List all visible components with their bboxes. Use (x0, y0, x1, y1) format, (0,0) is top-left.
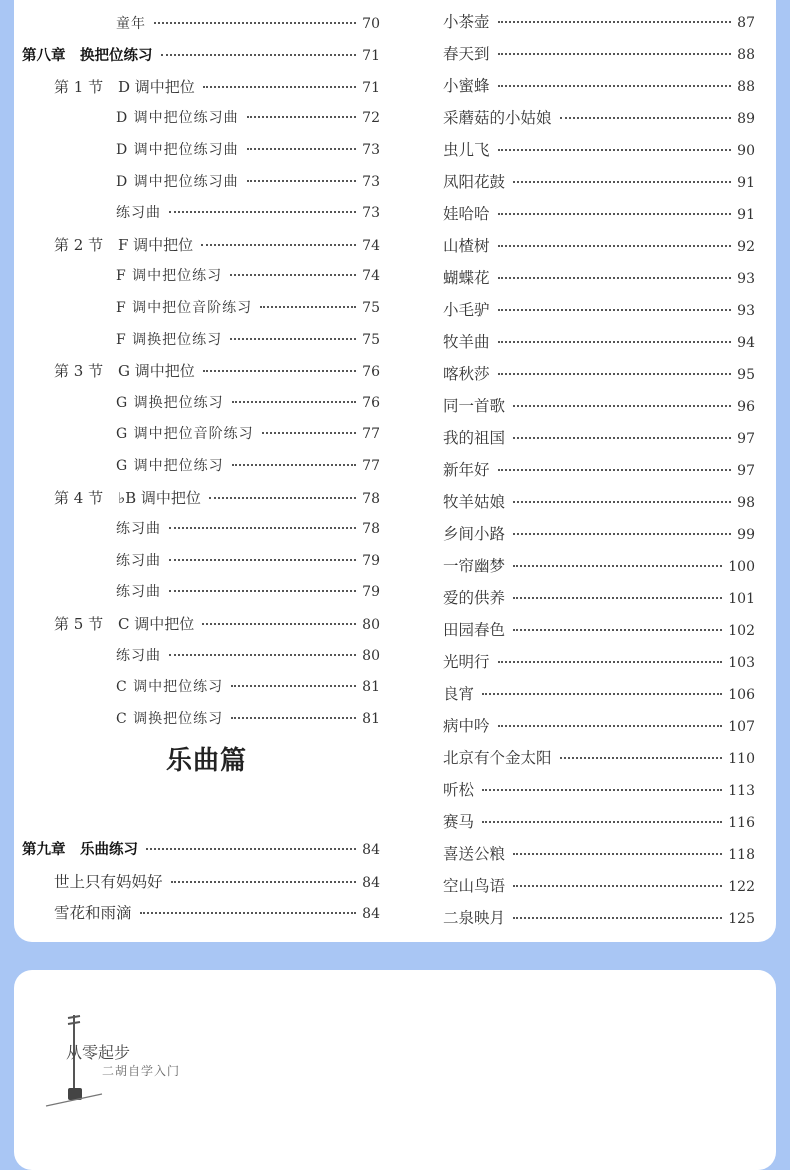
toc-leader-dots (498, 53, 732, 55)
toc-entry-row (443, 842, 755, 864)
toc-page-number: 72 (362, 110, 380, 127)
toc-page-number: 122 (728, 879, 755, 895)
toc-entry-row (116, 423, 380, 443)
toc-chapter-row (22, 838, 380, 859)
toc-section-row (54, 487, 380, 508)
toc-entry-row (443, 522, 755, 544)
toc-entry-title: G 调中把位练习 (116, 458, 224, 474)
toc-page-number: 73 (362, 173, 380, 190)
toc-entry-title: F 调中把位练习 (116, 268, 223, 285)
toc-page-number: 97 (737, 431, 755, 447)
toc-entry-title: 喀秋莎 (443, 365, 490, 383)
toc-entry-title: 空山鸟语 (443, 877, 506, 895)
toc-page-number: 89 (737, 111, 755, 127)
toc-leader-dots (498, 245, 732, 247)
toc-entry-title: 童年 (116, 15, 146, 32)
toc-leader-dots (513, 181, 731, 183)
toc-page-number: 125 (728, 911, 755, 927)
toc-leader-dots (498, 277, 732, 279)
toc-entry-row (116, 392, 380, 412)
toc-entry-title: 同一首歌 (443, 397, 506, 415)
toc-leader-dots (161, 54, 357, 56)
toc-page-number: 107 (728, 719, 755, 735)
toc-entry-row (443, 330, 755, 352)
toc-entry-row (116, 581, 380, 601)
toc-entry-title: D 调中把位练习曲 (116, 142, 239, 158)
toc-entry-title: 世上只有妈妈好 (54, 873, 163, 891)
toc-entry-row (443, 266, 755, 288)
toc-page-number: 97 (737, 463, 755, 479)
toc-page-number: 79 (362, 552, 380, 569)
toc-leader-dots (513, 853, 722, 855)
toc-page-number: 74 (362, 268, 380, 285)
toc-page-number: 87 (737, 15, 755, 31)
toc-leader-dots (201, 244, 356, 246)
cover-subtitle: 二胡自学入门 (102, 1064, 181, 1078)
toc-leader-dots (202, 623, 356, 625)
toc-entry-row (443, 426, 755, 448)
toc-section-number: 第 1 节 (54, 77, 104, 96)
toc-section-row (54, 360, 380, 381)
toc-leader-dots (513, 501, 731, 503)
toc-entry-title: D 调中把位练习曲 (116, 110, 239, 127)
toc-leader-dots (498, 341, 732, 343)
toc-entry-title: 虫儿飞 (443, 141, 490, 159)
toc-page-number: 102 (728, 623, 755, 639)
toc-page-number: 98 (737, 495, 755, 511)
toc-page-number: 116 (728, 815, 755, 831)
toc-entry-row (443, 490, 755, 512)
toc-entry-row (116, 171, 380, 191)
toc-entry-row (443, 298, 755, 320)
toc-page-number: 106 (728, 687, 755, 703)
toc-leader-dots (247, 116, 356, 118)
toc-entry-row (443, 362, 755, 384)
toc-leader-dots (169, 559, 356, 561)
toc-leader-dots (513, 437, 731, 439)
toc-page-number: 78 (362, 490, 380, 507)
toc-entry-title: 我的祖国 (443, 429, 506, 447)
toc-leader-dots (140, 912, 357, 914)
toc-page-number: 92 (737, 239, 755, 255)
toc-page-number: 81 (362, 679, 380, 696)
toc-page-number: 88 (737, 79, 755, 95)
toc-entry-title: G 调中把位 (118, 362, 195, 381)
toc-entry-title: 娃哈哈 (443, 205, 490, 223)
toc-leader-dots (513, 533, 731, 535)
toc-entry-row (116, 13, 380, 33)
toc-entry-title: ♭B 调中把位 (118, 488, 201, 507)
toc-entry-row (443, 202, 755, 224)
toc-leader-dots (171, 881, 357, 883)
toc-section-number: 第 3 节 (54, 362, 104, 381)
toc-entry-title: 北京有个金太阳 (443, 749, 552, 767)
toc-page-number: 80 (362, 647, 380, 664)
toc-entry-title: 喜送公粮 (443, 845, 506, 863)
toc-entry-title: C 调换把位练习 (116, 710, 224, 727)
toc-entry-title: D 调中把位 (118, 77, 195, 96)
toc-entry-title: 练习曲 (116, 521, 161, 538)
toc-entry-row (443, 746, 755, 768)
toc-page-number: 91 (737, 175, 755, 191)
toc-page-number: 96 (737, 399, 755, 415)
toc-leader-dots (482, 789, 722, 791)
toc-entry-title: 乡间小路 (443, 525, 506, 543)
toc-leader-dots (498, 21, 732, 23)
section-heading: 乐曲篇 (166, 746, 248, 776)
toc-page-number: 84 (362, 906, 380, 922)
toc-entry-title: F 调中把位 (118, 235, 194, 254)
toc-leader-dots (498, 309, 732, 311)
toc-leader-dots (560, 117, 732, 119)
toc-section-number: 第 2 节 (54, 235, 104, 254)
toc-leader-dots (230, 338, 356, 340)
toc-entry-row (443, 74, 755, 96)
toc-page-number: 91 (737, 207, 755, 223)
toc-leader-dots (513, 597, 722, 599)
toc-entry-row (443, 586, 755, 608)
toc-leader-dots (231, 717, 356, 719)
toc-entry-row (443, 554, 755, 576)
toc-entry-row (116, 107, 380, 127)
toc-page-number: 113 (728, 783, 755, 799)
toc-leader-dots (230, 274, 356, 276)
toc-leader-dots (203, 86, 356, 88)
toc-entry-title: 二泉映月 (443, 909, 506, 927)
toc-entry-title: 牧羊姑娘 (443, 493, 506, 511)
toc-entry-title: 新年好 (443, 461, 490, 479)
toc-entry-title: 雪花和雨滴 (54, 904, 132, 922)
toc-entry-row (443, 714, 755, 736)
toc-entry-row (116, 550, 380, 570)
toc-section-number: 第 4 节 (54, 488, 104, 507)
toc-page-number: 110 (728, 751, 755, 767)
toc-entry-title: 小茶壶 (443, 13, 490, 31)
toc-page-number: 78 (362, 521, 380, 538)
toc-entry-title: 练习曲 (116, 205, 161, 222)
toc-leader-dots (169, 211, 356, 213)
toc-chapter-row (22, 44, 380, 65)
toc-leader-dots (209, 497, 356, 499)
toc-page-number: 99 (737, 527, 755, 543)
toc-leader-dots (482, 821, 722, 823)
toc-leader-dots (513, 405, 731, 407)
toc-leader-dots (560, 757, 723, 759)
toc-entry-row (443, 906, 755, 928)
toc-page-number: 84 (362, 875, 380, 891)
toc-entry-title: 练习曲 (116, 647, 161, 664)
toc-leader-dots (247, 148, 356, 150)
toc-leader-dots (203, 370, 356, 372)
cover-title: 从零起步 (66, 1043, 131, 1062)
toc-page-number: 90 (737, 143, 755, 159)
toc-leader-dots (498, 213, 732, 215)
toc-entry-row (116, 139, 380, 159)
toc-entry-row (443, 42, 755, 64)
toc-leader-dots (247, 180, 356, 182)
toc-entry-row (443, 138, 755, 160)
toc-page-number: 74 (362, 237, 380, 254)
toc-entry-row (116, 455, 380, 475)
toc-entry-title: 光明行 (443, 653, 490, 671)
toc-entry-title: 采蘑菇的小姑娘 (443, 109, 552, 127)
toc-entry-row (116, 265, 380, 285)
toc-entry-title: G 调中把位音阶练习 (116, 426, 254, 443)
toc-entry-title: 良宵 (443, 685, 475, 703)
toc-page-number: 81 (362, 710, 380, 727)
toc-entry-title: 蝴蝶花 (443, 269, 490, 287)
toc-entry-title: 一帘幽梦 (443, 557, 506, 575)
toc-entry-title: 田园春色 (443, 621, 506, 639)
toc-page-number: 76 (362, 394, 380, 411)
toc-entry-title: 爱的供养 (443, 589, 506, 607)
toc-leader-dots (231, 685, 356, 687)
toc-card (14, 0, 776, 942)
toc-page-number: 76 (362, 364, 380, 381)
toc-leader-dots (232, 401, 357, 403)
toc-entry-row (443, 874, 755, 896)
toc-page-number: 103 (728, 655, 755, 671)
toc-entry-title: 牧羊曲 (443, 333, 490, 351)
toc-page-number: 100 (728, 559, 755, 575)
toc-entry-row (443, 458, 755, 480)
toc-entry-title: 听松 (443, 781, 475, 799)
erhu-icon (32, 1010, 232, 1110)
toc-entry-row (116, 297, 380, 317)
toc-entry-row (443, 618, 755, 640)
toc-page-number: 71 (362, 79, 380, 96)
toc-leader-dots (262, 432, 357, 434)
toc-page-number: 95 (737, 367, 755, 383)
toc-page-number: 75 (362, 331, 380, 348)
toc-entry-title: 第九章 乐曲练习 (22, 842, 138, 858)
toc-leader-dots (169, 654, 356, 656)
toc-leader-dots (498, 725, 723, 727)
toc-page-number: 73 (362, 205, 380, 222)
toc-leader-dots (169, 590, 356, 592)
toc-page-number: 93 (737, 271, 755, 287)
toc-entry-title: 第八章 换把位练习 (22, 48, 153, 65)
toc-section-row (54, 234, 380, 255)
toc-entry-row (116, 202, 380, 222)
toc-leader-dots (146, 848, 356, 850)
toc-page-number: 75 (362, 300, 380, 316)
toc-leader-dots (513, 629, 722, 631)
toc-entry-title: 病中吟 (443, 717, 490, 735)
toc-leader-dots (513, 917, 722, 919)
toc-entry-row (443, 10, 755, 32)
toc-page-number: 94 (737, 335, 755, 351)
toc-entry-title (116, 0, 161, 1)
toc-section-row (54, 613, 380, 634)
toc-entry-title: F 调中把位音阶练习 (116, 300, 253, 316)
toc-page-number: 84 (362, 842, 380, 858)
toc-leader-dots (513, 885, 722, 887)
toc-entry-row (443, 650, 755, 672)
toc-section-number: 第 5 节 (54, 615, 104, 633)
toc-page-number: 77 (362, 426, 380, 443)
toc-entry-row (443, 682, 755, 704)
toc-entry-row (116, 518, 380, 538)
toc-page-number: 71 (362, 48, 380, 65)
toc-entry-row (116, 645, 380, 665)
toc-entry-title: 凤阳花鼓 (443, 173, 506, 191)
toc-entry-row (116, 676, 380, 696)
toc-entry-row (54, 870, 380, 892)
toc-page-number: 73 (362, 142, 380, 158)
toc-page-number: 93 (737, 303, 755, 319)
toc-page-number: 79 (362, 584, 380, 601)
toc-entry-row (443, 106, 755, 128)
toc-page-number: 88 (737, 47, 755, 63)
toc-entry-row (443, 234, 755, 256)
toc-entry-title: 练习曲 (116, 584, 161, 601)
toc-entry-title: F 调换把位练习 (116, 331, 223, 348)
toc-leader-dots (513, 565, 722, 567)
toc-entry-title: G 调换把位练习 (116, 394, 224, 411)
toc-leader-dots (232, 464, 357, 466)
toc-entry-row (116, 0, 380, 1)
toc-leader-dots (154, 22, 356, 24)
toc-leader-dots (482, 693, 722, 695)
toc-leader-dots (498, 85, 732, 87)
toc-entry-row (116, 329, 380, 349)
toc-entry-row (116, 708, 380, 728)
toc-entry-title: 山楂树 (443, 237, 490, 255)
cover-card (14, 970, 776, 1170)
toc-entry-title: D 调中把位练习曲 (116, 173, 239, 190)
toc-page-number: 80 (362, 617, 380, 633)
toc-entry-title: 练习曲 (116, 552, 161, 569)
toc-entry-title: C 调中把位 (118, 615, 195, 633)
toc-entry-title: 小毛驴 (443, 301, 490, 319)
toc-page-number: 101 (728, 591, 755, 607)
toc-section-row (54, 76, 380, 97)
toc-entry-title: 赛马 (443, 813, 475, 831)
toc-page-number: 70 (362, 15, 380, 32)
toc-entry-row (443, 810, 755, 832)
toc-entry-title: C 调中把位练习 (116, 679, 224, 696)
toc-entry-title: 小蜜蜂 (443, 77, 490, 95)
toc-leader-dots (498, 661, 723, 663)
toc-leader-dots (498, 373, 732, 375)
toc-entry-row (54, 901, 380, 923)
toc-page-number: 118 (728, 847, 755, 863)
toc-entry-row (443, 394, 755, 416)
toc-entry-title: 春天到 (443, 45, 490, 63)
toc-entry-row (443, 778, 755, 800)
toc-leader-dots (498, 149, 732, 151)
toc-page-number: 77 (362, 458, 380, 474)
toc-leader-dots (498, 469, 732, 471)
toc-leader-dots (260, 306, 356, 308)
toc-leader-dots (169, 527, 356, 529)
toc-entry-row (443, 170, 755, 192)
